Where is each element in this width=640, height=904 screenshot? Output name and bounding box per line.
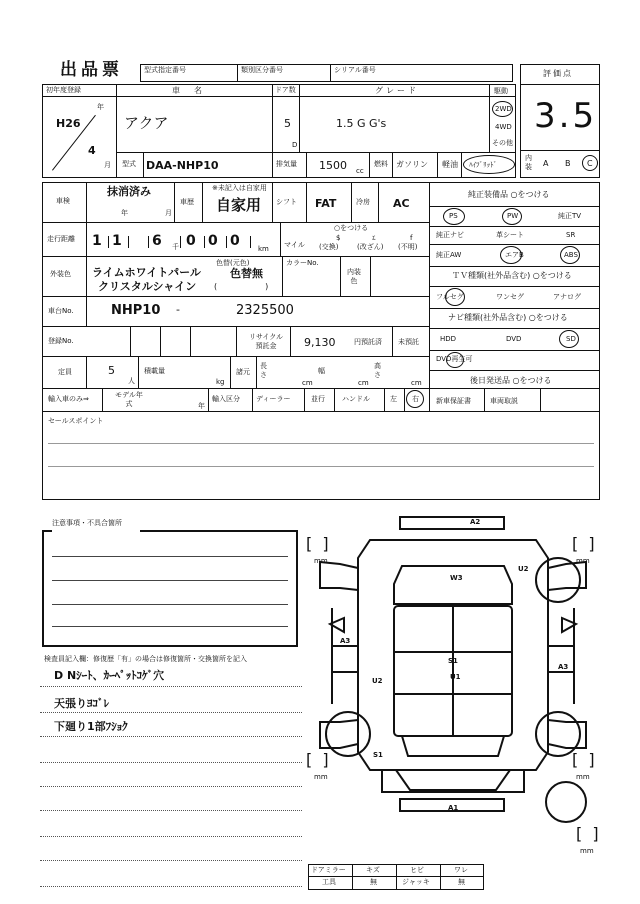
- drive-label: 駆動: [494, 87, 508, 95]
- sales-point-section: [42, 412, 600, 500]
- mileage-digit: 6: [152, 233, 162, 249]
- history-value: 自家用: [216, 196, 262, 214]
- chassis-label: 車台No.: [48, 307, 74, 315]
- evaluation-score: 3.5: [534, 96, 598, 136]
- fuel-gasoline: ガソリン: [396, 160, 428, 169]
- drive-other: その他: [492, 139, 513, 147]
- repaint-label: 色替(元色): [216, 259, 250, 267]
- damage-s1-left: S1: [373, 751, 383, 759]
- chassis-prefix: NHP10: [111, 303, 161, 318]
- equip-abs-circle: [560, 246, 580, 264]
- inspector-note-3: 下廻り1部ﾌｼｮｸ: [54, 720, 128, 733]
- inspection-year-unit: 年: [121, 209, 128, 217]
- mm-right-top: mm: [576, 557, 590, 565]
- fuel-label: 燃料: [374, 160, 388, 168]
- inspector-note-1: D Nｼｰﾄ、ｶｰﾍﾟｯﾄｺｹﾞ穴: [54, 669, 165, 682]
- mileage-mark-3: f: [410, 234, 413, 242]
- km-unit: km: [258, 245, 269, 253]
- model-label: 型式: [122, 160, 136, 168]
- handle-right-circle: [406, 390, 424, 408]
- inspector-note-2: 天張りﾖｺﾞﾚ: [54, 697, 109, 710]
- spec-number-fields: [140, 64, 513, 82]
- damage-u2-left: U2: [372, 677, 383, 685]
- mileage-mark-2: ｴ: [372, 234, 376, 242]
- bracket-left-bottom: [ ]: [306, 750, 329, 769]
- color-number-label: カラーNo.: [286, 259, 319, 267]
- height-unit: cm: [411, 379, 422, 387]
- year-unit: 年: [97, 103, 104, 111]
- inspection-month-unit: 月: [165, 209, 172, 217]
- registration-number-label: 登録No.: [48, 337, 74, 345]
- equip-aw: 純正AW: [436, 251, 462, 259]
- tv-analog: アナログ: [553, 293, 581, 301]
- mileage-mark-1: $: [336, 234, 341, 242]
- new-car-warranty: 新車保証書: [436, 397, 471, 405]
- form-title: 出品票: [60, 60, 123, 80]
- capacity-label: 定員: [58, 368, 72, 376]
- damage-a2: A2: [470, 518, 481, 526]
- dvd-playable: DVD再生可: [436, 355, 473, 363]
- equip-pw-circle: [502, 208, 522, 225]
- mm-right-bottom: mm: [576, 773, 590, 781]
- circle-instruction: ○をつける: [334, 224, 369, 232]
- damage-u1: U1: [450, 673, 461, 681]
- drive-2wd: 2WD: [495, 105, 512, 113]
- tv-fullseg: フルセグ: [436, 293, 464, 301]
- interior-a: A: [543, 159, 549, 168]
- chassis-number: 2325500: [236, 303, 294, 318]
- recycle-deposited: 円預託済: [354, 338, 382, 346]
- mm-left-bottom: mm: [314, 773, 328, 781]
- jack-label: ジャッキ: [402, 878, 430, 886]
- scratch-label: キズ: [366, 866, 380, 874]
- ac-value: AC: [393, 197, 410, 210]
- interior-color-label: 内装色: [347, 268, 361, 285]
- fuel-diesel: 軽油: [442, 160, 458, 169]
- import-parallel: 並行: [311, 395, 325, 403]
- tv-type-title: ＴＶ種類(社外品含む) ○をつける: [452, 271, 572, 280]
- mileage-digit: 0: [186, 233, 196, 249]
- tools-value: 無: [370, 878, 377, 886]
- equip-pw: PW: [507, 212, 519, 220]
- door-mirror-label: ドアミラー: [311, 866, 346, 874]
- equipment-title: 純正装備品 ○をつける: [468, 190, 550, 199]
- registration-month: 4: [88, 144, 96, 157]
- navi-dvd: DVD: [506, 335, 522, 343]
- first-registration-label: 初年度登録: [46, 86, 81, 94]
- width-unit: cm: [358, 379, 369, 387]
- inspection-value: 抹消済み: [107, 185, 151, 198]
- drive-2wd-circle: [492, 101, 513, 117]
- equip-sr: SR: [566, 231, 576, 239]
- interior-c-circle: [582, 155, 598, 171]
- fuel-hybrid: ﾊｲﾌﾞﾘｯﾄﾞ: [469, 161, 497, 169]
- interior-label: 内装: [525, 154, 532, 171]
- jack-value: 無: [458, 878, 465, 886]
- tv-oneseg: ワンセグ: [496, 293, 524, 301]
- ac-label: 冷房: [356, 198, 370, 206]
- type-designation-label: 型式指定番号: [144, 66, 186, 74]
- damage-a1: A1: [448, 804, 459, 812]
- sales-point-label: セールスポイント: [48, 417, 104, 425]
- damage-s1-center: S1: [448, 657, 458, 665]
- import-dealer: ディーラー: [256, 395, 291, 403]
- month-unit: 月: [104, 161, 111, 169]
- category-number-label: 類別区分番号: [241, 66, 283, 74]
- exterior-color-label: 外装色: [50, 270, 71, 278]
- recycle-amount: 9,130: [304, 336, 336, 349]
- interior-c: C: [587, 159, 593, 168]
- equip-navi: 純正ナビ: [436, 231, 464, 239]
- inspector-instruction: 検査員記入欄：修復歴「有」の場合は修復箇所・交換箇所を記入: [44, 655, 247, 663]
- later-shipment-title: 後日発送品 ○をつける: [470, 376, 552, 385]
- chassis-dash: -: [176, 303, 180, 316]
- equip-ps-circle: [443, 208, 465, 225]
- tv-fullseg-circle: [445, 288, 465, 306]
- door-unit: D: [292, 141, 298, 149]
- recycle-label: リサイクル預託金: [248, 333, 284, 350]
- mileage-unknown: (不明): [398, 243, 418, 251]
- mileage-exchange: (交換): [319, 243, 339, 251]
- notes-label: 注意事項・不具合箇所: [52, 519, 122, 527]
- bracket-right-top: [ ]: [572, 534, 595, 553]
- bracket-spare: [ ]: [576, 824, 599, 843]
- shift-label: シフト: [276, 198, 297, 206]
- handle-label: ハンドル: [342, 395, 370, 403]
- handle-right: 右: [412, 395, 419, 403]
- registration-era: H26: [56, 117, 81, 130]
- dvd-playable-circle: [446, 352, 464, 368]
- mileage-label: 走行距離: [47, 235, 75, 243]
- displacement-label: 排気量: [276, 160, 297, 168]
- door-count-label: ドア数: [275, 86, 296, 94]
- history-label: 車歴: [180, 198, 194, 206]
- exterior-color-2: クリスタルシャイン: [98, 280, 197, 293]
- fuel-hybrid-circle: [463, 155, 515, 174]
- equip-tv: 純正TV: [558, 212, 582, 220]
- load-label: 積載量: [144, 367, 165, 375]
- mileage-tampered: (改ざん): [357, 243, 384, 251]
- length-label: 長さ: [260, 362, 267, 379]
- equip-airbag: エアB: [505, 251, 524, 259]
- thousand-unit: 千: [172, 243, 179, 251]
- navi-hdd: HDD: [440, 335, 457, 343]
- exterior-color-1: ライムホワイトパール: [92, 266, 201, 279]
- grade-label: グレード: [375, 86, 419, 95]
- mm-spare: mm: [580, 847, 594, 855]
- repaint-value: 色替無: [230, 267, 263, 280]
- navi-sd: SD: [566, 335, 576, 343]
- model-code: DAA-NHP10: [146, 159, 219, 172]
- grade-value: 1.5 G G's: [336, 117, 387, 130]
- model-year-label: モデル年式: [115, 391, 143, 408]
- bracket-right-bottom: [ ]: [572, 750, 595, 769]
- broken-label: ワレ: [454, 866, 468, 874]
- dimensions-label: 諸元: [236, 368, 250, 376]
- mileage-digit: 1: [92, 233, 102, 249]
- repaint-original: ( ): [214, 282, 269, 291]
- car-name: アクア: [124, 114, 169, 132]
- mm-left-top: mm: [314, 557, 328, 565]
- height-label: 高さ: [374, 362, 381, 379]
- mile-option: マイル: [284, 241, 305, 249]
- displacement-value: 1500: [319, 159, 347, 172]
- evaluation-label: 評価点: [543, 69, 573, 78]
- damage-w3: W3: [450, 574, 463, 582]
- equip-ps: PS: [449, 212, 458, 220]
- navi-type-title: ナビ種類(社外品含む) ○をつける: [448, 313, 568, 322]
- history-note: ※未記入は自家用: [212, 184, 267, 192]
- equip-leather: 革シート: [496, 231, 524, 239]
- bracket-left-top: [ ]: [306, 534, 329, 553]
- damage-a3-left: A3: [340, 637, 351, 645]
- length-unit: cm: [302, 379, 313, 387]
- car-name-label: 車 名: [172, 86, 205, 95]
- door-count: 5: [284, 117, 291, 130]
- width-label: 幅: [318, 367, 325, 375]
- interior-b: B: [565, 159, 571, 168]
- vehicle-manual: 車両取説: [490, 397, 518, 405]
- equip-airbag-circle: [500, 246, 522, 264]
- mileage-digit: 0: [230, 233, 240, 249]
- mileage-digit: 0: [208, 233, 218, 249]
- damage-u2-right: U2: [518, 565, 529, 573]
- inspection-label: 車検: [56, 197, 70, 205]
- damage-a3-right: A3: [558, 663, 569, 671]
- capacity-value: 5: [108, 364, 115, 377]
- import-type-label: 輸入区分: [212, 395, 240, 403]
- capacity-unit: 人: [128, 377, 135, 385]
- crack-label: ヒビ: [410, 866, 424, 874]
- drive-4wd: 4WD: [495, 123, 512, 131]
- handle-left: 左: [390, 395, 397, 403]
- model-year-unit: 年: [198, 402, 205, 410]
- load-unit: kg: [216, 378, 225, 386]
- tools-label: 工具: [322, 878, 336, 886]
- equip-abs: ABS: [564, 251, 578, 259]
- import-only-label: 輸入車のみ⇒: [48, 395, 89, 403]
- mileage-digit: 1: [112, 233, 122, 249]
- serial-number-label: シリアル番号: [334, 66, 376, 74]
- cc-unit: cc: [356, 167, 364, 175]
- recycle-not-deposited: 未預託: [398, 338, 419, 346]
- navi-sd-circle: [559, 330, 579, 348]
- shift-value: FAT: [315, 197, 337, 210]
